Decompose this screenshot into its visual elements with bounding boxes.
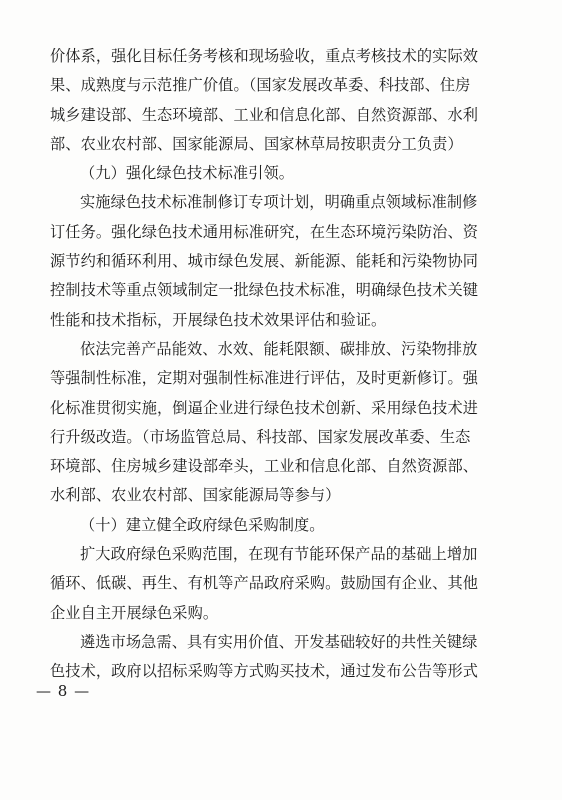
- text-line: 部、农业农村部、国家能源局、国家林草局按职责分工负责）: [50, 134, 463, 153]
- text-line: 环境部、住房城乡建设部牵头，工业和信息化部、自然资源部、: [50, 457, 479, 476]
- text-line: 价体系，强化目标任务考核和现场验收，重点考核技术的实际效: [50, 47, 479, 65]
- paragraph: [50, 628, 515, 687]
- text-line: 色技术，政府以招标采购等方式购买技术，通过发布公告等形式: [50, 662, 479, 681]
- text-line: 订任务。强化绿色技术通用标准研究，在生态环境污染防治、资: [50, 222, 479, 241]
- text-line: 遴选市场急需、具有实用价值、开发基础较好的共性关键绿: [80, 632, 478, 651]
- paragraph: [50, 540, 515, 628]
- text-line: 城乡建设部、生态环境部、工业和信息化部、自然资源部、水利: [50, 105, 479, 124]
- heading-text: （九）强化绿色技术标准引领。: [80, 164, 295, 183]
- text-line: 性能和技术指标，开展绿色技术效果评估和验证。: [50, 310, 387, 329]
- text-line: 企业自主开展绿色采购。: [50, 603, 219, 622]
- section-heading-10: [50, 511, 515, 540]
- heading-text: （十）建立健全政府绿色采购制度。: [80, 515, 325, 534]
- text-line: 果、成熟度与示范推广价值。（国家发展改革委、科技部、住房: [50, 76, 471, 95]
- text-line: 实施绿色技术标准制修订专项计划，明确重点领域标准制修: [80, 193, 478, 212]
- text-line: 化标准贯彻实施，倒逼企业进行绿色技术创新、采用绿色技术进: [50, 398, 479, 417]
- text-line: 水利部、农业农村部、国家能源局等参与）: [50, 486, 341, 505]
- page-number: — 8 —: [36, 682, 91, 700]
- paragraph-continuation: [50, 42, 515, 159]
- section-heading-9: [50, 159, 515, 188]
- document-body: [50, 42, 515, 687]
- text-line: 等强制性标准，定期对强制性标准进行评估，及时更新修订。强: [50, 369, 479, 388]
- text-line: 源节约和循环利用、城市绿色发展、新能源、能耗和污染物协同: [50, 252, 479, 271]
- text-line: 依法完善产品能效、水效、能耗限额、碳排放、污染物排放: [80, 339, 478, 358]
- text-line: 扩大政府绿色采购范围，在现有节能环保产品的基础上增加: [80, 545, 478, 564]
- paragraph: [50, 335, 515, 511]
- text-line: 行升级改造。（市场监管总局、科技部、国家发展改革委、生态: [50, 427, 471, 446]
- text-line: 控制技术等重点领域制定一批绿色技术标准，明确绿色技术关键: [50, 281, 479, 300]
- paragraph: [50, 188, 515, 334]
- text-line: 循环、低碳、再生、有机等产品政府采购。鼓励国有企业、其他: [50, 574, 479, 593]
